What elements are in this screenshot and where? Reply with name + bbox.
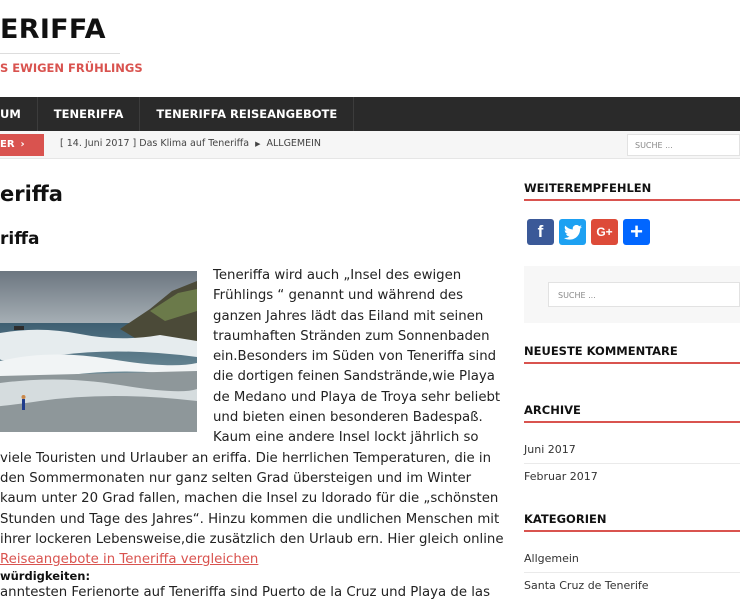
- categories-widget-rule: [524, 530, 740, 532]
- ticker-category[interactable]: ALLGEMEIN: [266, 138, 322, 149]
- ticker-date: [ 14. Juni 2017 ]: [60, 138, 137, 149]
- category-link-allgemein[interactable]: Allgemein: [524, 552, 579, 565]
- reiseangebote-link[interactable]: Reiseangebote in Teneriffa vergleichen: [0, 552, 259, 568]
- site-tagline: S EWIGEN FRÜHLINGS: [0, 61, 143, 75]
- sights-text: anntesten Ferienorte auf Teneriffa sind Puerto de la Cruz und Playa de las: [0, 585, 490, 600]
- comments-widget-rule: [524, 362, 740, 364]
- main-navigation: [0, 97, 740, 131]
- page-title: eriffa: [0, 182, 63, 206]
- google-plus-icon[interactable]: G+: [591, 219, 618, 245]
- article-body: [0, 266, 506, 570]
- ticker-label: [0, 134, 44, 156]
- archive-link-juni-2017[interactable]: Juni 2017: [524, 443, 576, 456]
- archive-widget-title: ARCHIVE: [524, 403, 581, 417]
- sights-heading: würdigkeiten:: [0, 569, 91, 583]
- comments-widget-title: NEUESTE KOMMENTARE: [524, 344, 678, 358]
- image-spacer: [0, 266, 213, 434]
- archive-separator: [524, 463, 740, 464]
- share-plus-icon[interactable]: +: [623, 219, 650, 245]
- facebook-icon[interactable]: f: [527, 219, 554, 245]
- share-buttons: [527, 219, 650, 245]
- nav-item-reiseangebote[interactable]: TENERIFFA REISEANGEBOTE: [140, 97, 354, 131]
- category-separator: [524, 572, 740, 573]
- ticker-label-text: ER: [0, 139, 15, 150]
- article-title: riffa: [0, 229, 40, 249]
- site-title[interactable]: ERIFFA: [0, 14, 106, 45]
- article-text: Teneriffa wird auch „Insel des ewigen Frühlings “ genannt und während des ganzen Jahres lädt das Eiland mit seinen traumhaften Stränden zum Sonnenbaden ein.Besonders im Süden von Teneriffa sind die dortigen feinen Sandstrände,wie Playa de Medano und Playa de Troya sehr beliebt und bieten einen besonderen Badespaß. Kaum eine andere Insel lockt jährlich so viele Touristen und Urlauber an eriffa. Die herrlichen Temperaturen, die in den Sommermonaten nur ganz selten Grad übersteigen und im Winter kaum unter 20 Grad fallen, machen die Insel zu ldorado für die „schönsten Stunden und Tage des Jahres“. Hinzu kommen die undlichen Menschen mit ihrer lockeren Lebensweise,die zusätzlich den Urlaub ern. Hier gleich online: [0, 268, 504, 547]
- archive-link-februar-2017[interactable]: Februar 2017: [524, 470, 598, 483]
- sidebar-search-widget: [524, 266, 740, 323]
- news-ticker: [0, 131, 740, 159]
- header-search-input[interactable]: SUCHE ...: [627, 134, 740, 156]
- categories-widget-title: KATEGORIEN: [524, 512, 607, 526]
- ticker-item[interactable]: [60, 138, 321, 149]
- sidebar-search-input[interactable]: SUCHE ...: [548, 282, 740, 307]
- triangle-right-icon: ▶: [255, 140, 261, 148]
- nav-item-teneriffa[interactable]: TENERIFFA: [38, 97, 141, 131]
- nav-item-home[interactable]: UM: [0, 97, 38, 131]
- category-link-santa-cruz[interactable]: Santa Cruz de Tenerife: [524, 579, 649, 592]
- archive-widget-rule: [524, 421, 740, 423]
- share-widget-title: WEITEREMPFEHLEN: [524, 181, 652, 195]
- title-divider: [0, 53, 120, 54]
- chevron-right-icon: ›: [20, 139, 25, 150]
- twitter-icon[interactable]: [559, 219, 586, 245]
- share-widget-rule: [524, 199, 740, 201]
- ticker-headline[interactable]: Das Klima auf Teneriffa: [139, 138, 250, 149]
